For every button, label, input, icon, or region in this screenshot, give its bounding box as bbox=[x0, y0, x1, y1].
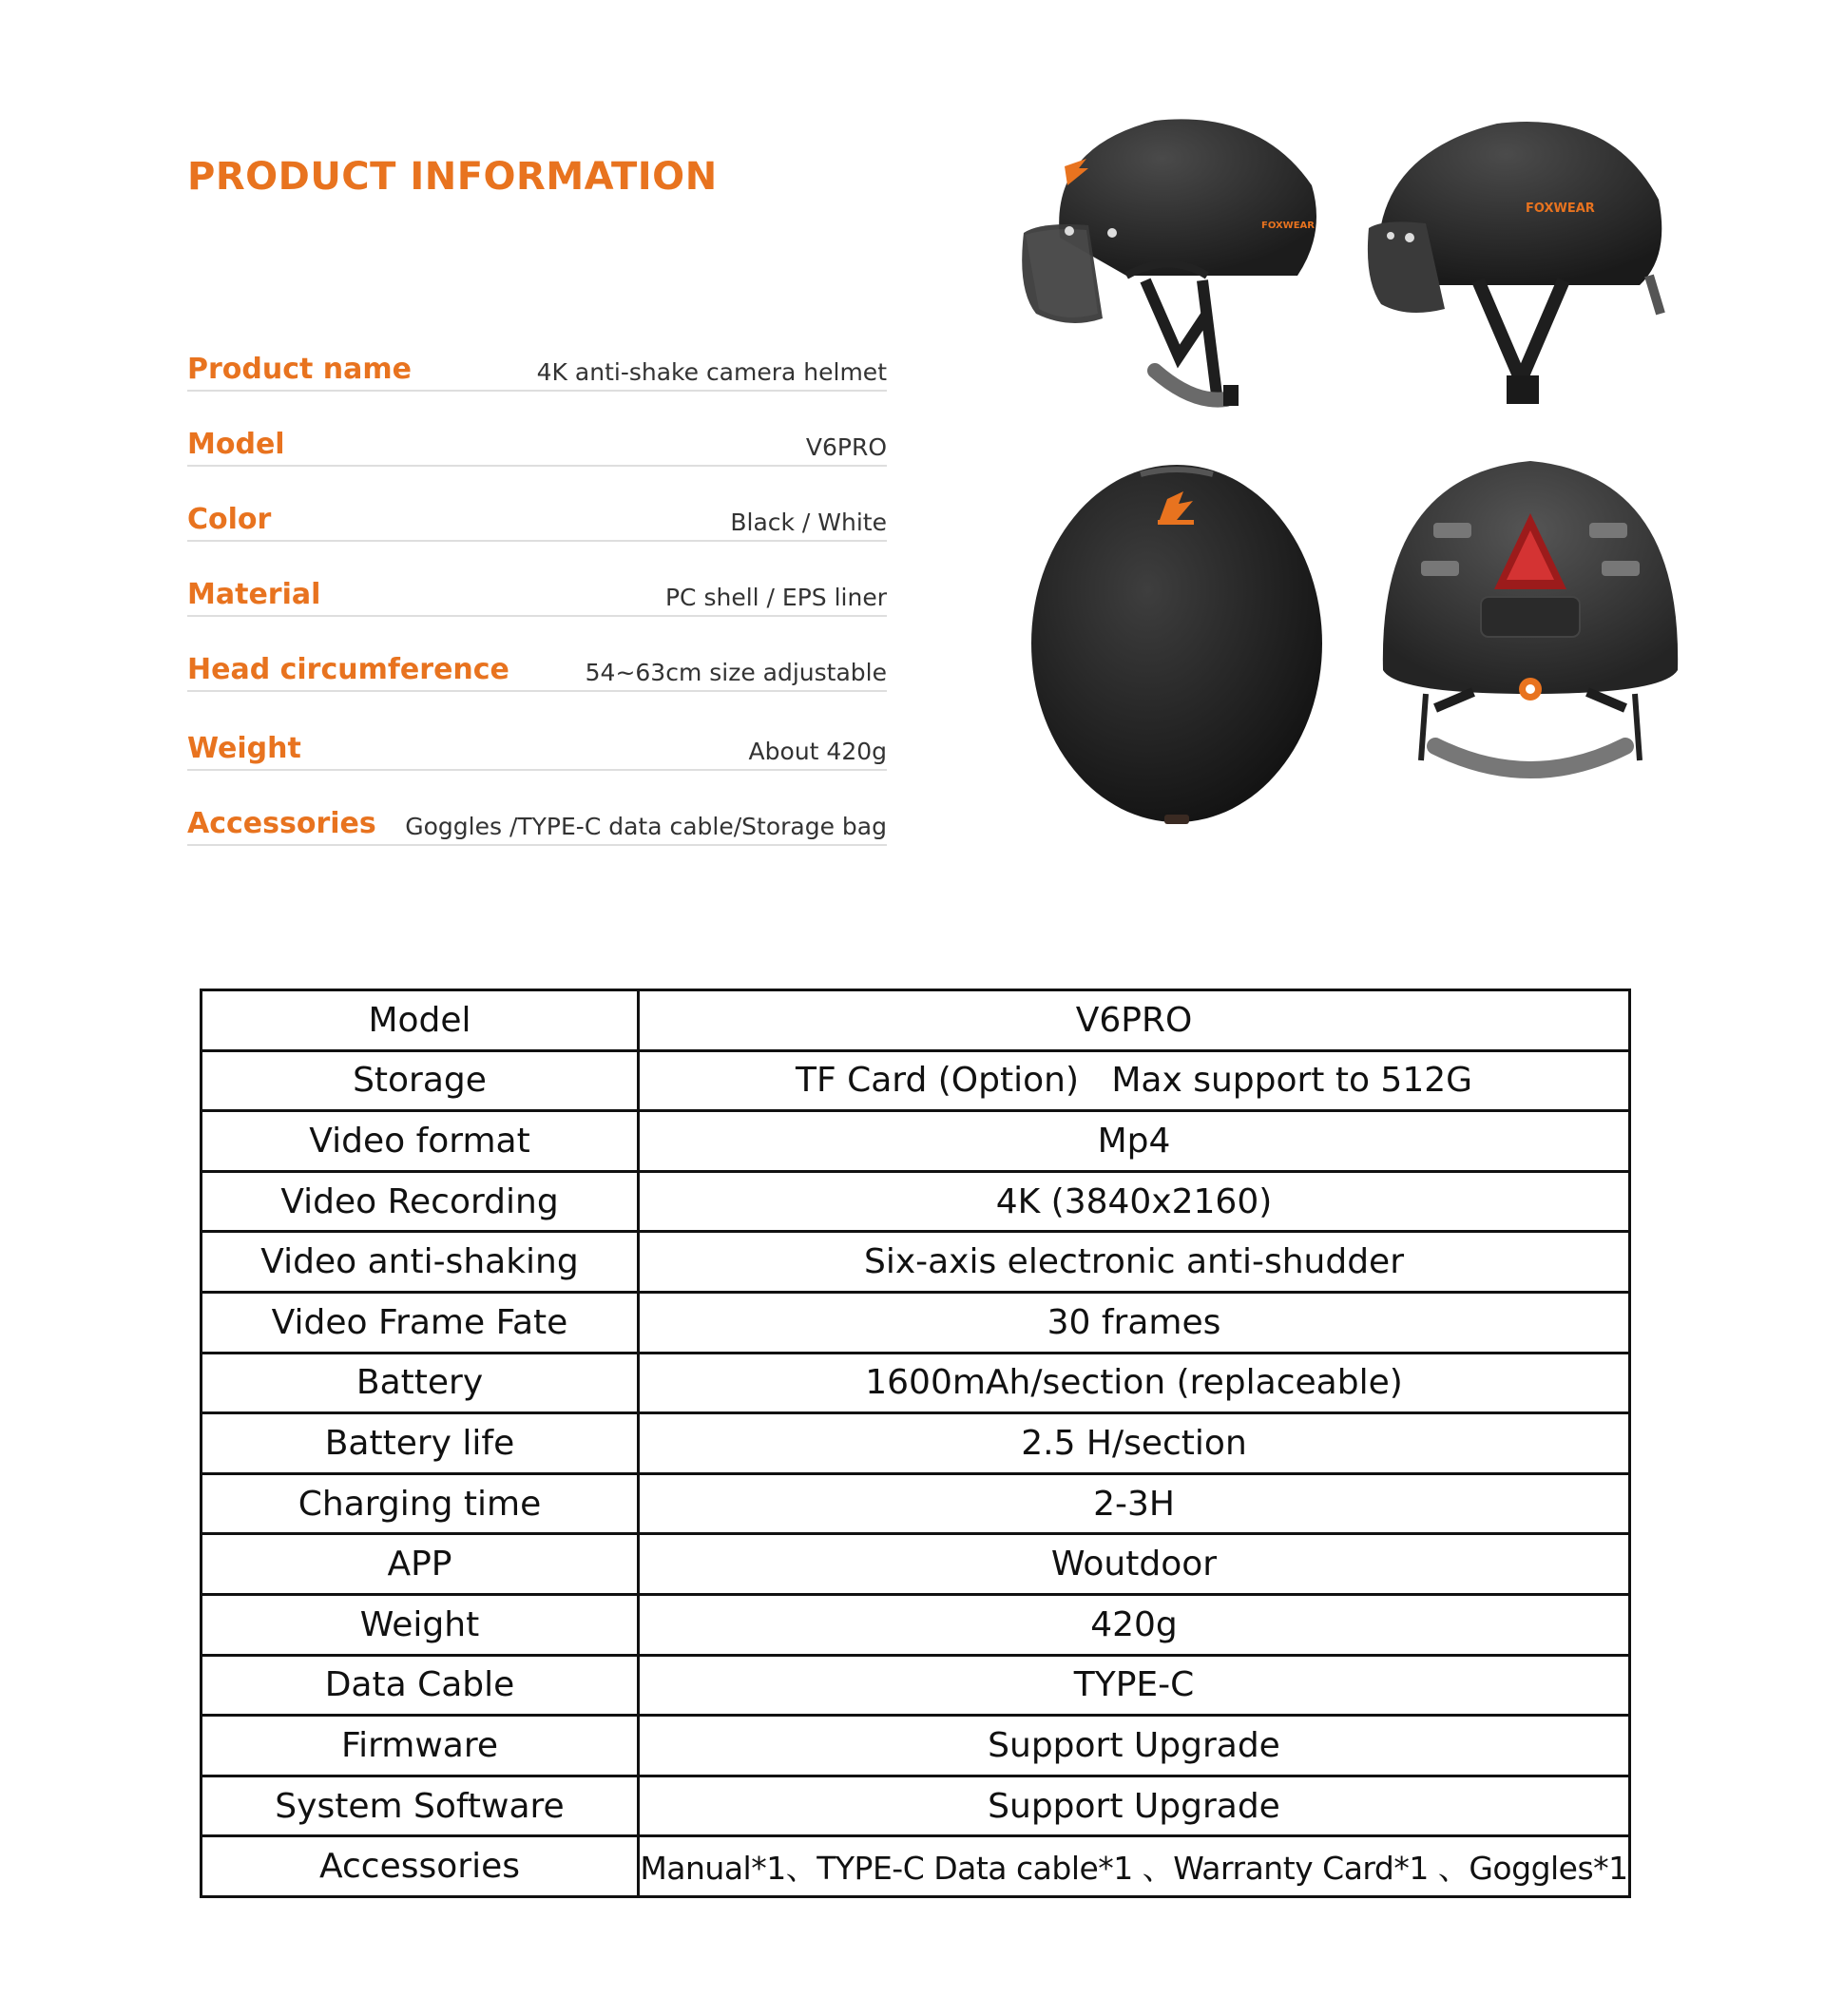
spec-value: 1600mAh/section (replaceable) bbox=[639, 1353, 1630, 1413]
spec-key: Video Frame Fate bbox=[202, 1292, 639, 1353]
info-row-model bbox=[187, 417, 887, 467]
spec-key: Storage bbox=[202, 1050, 639, 1111]
helmet-front-left-image bbox=[1012, 109, 1326, 428]
info-value: V6PRO bbox=[805, 433, 887, 461]
spec-key: Firmware bbox=[202, 1716, 639, 1776]
spec-key: APP bbox=[202, 1534, 639, 1595]
spec-key: Data Cable bbox=[202, 1655, 639, 1716]
table-row bbox=[202, 1413, 1630, 1474]
table-row bbox=[202, 1111, 1630, 1172]
spec-value: Support Upgrade bbox=[639, 1716, 1630, 1776]
table-row bbox=[202, 1655, 1630, 1716]
info-label: Accessories bbox=[187, 807, 376, 840]
info-label: Color bbox=[187, 503, 272, 536]
spec-key: Battery life bbox=[202, 1413, 639, 1474]
table-row bbox=[202, 1171, 1630, 1232]
table-row bbox=[202, 1836, 1630, 1897]
info-label: Material bbox=[187, 578, 321, 611]
table-row bbox=[202, 1594, 1630, 1655]
spec-key: Video format bbox=[202, 1111, 639, 1172]
spec-key: Weight bbox=[202, 1594, 639, 1655]
info-value: 4K anti-shake camera helmet bbox=[536, 358, 887, 386]
spec-value: 2-3H bbox=[639, 1473, 1630, 1534]
spec-value: Mp4 bbox=[639, 1111, 1630, 1172]
table-row bbox=[202, 1353, 1630, 1413]
helmet-rear-view-image bbox=[1378, 456, 1682, 827]
brand-logo-text: FOXWEAR bbox=[1526, 202, 1595, 216]
spec-value: TF Card (Option) Max support to 512G bbox=[639, 1050, 1630, 1111]
table-row bbox=[202, 1050, 1630, 1111]
info-value: PC shell / EPS liner bbox=[664, 584, 887, 611]
spec-key: System Software bbox=[202, 1776, 639, 1836]
spec-value: Support Upgrade bbox=[639, 1776, 1630, 1836]
spec-value: 2.5 H/section bbox=[639, 1413, 1630, 1474]
spec-value: 4K (3840x2160) bbox=[639, 1171, 1630, 1232]
info-row-accessories bbox=[187, 797, 887, 846]
table-row bbox=[202, 1232, 1630, 1293]
info-row-weight bbox=[187, 718, 887, 771]
spec-value: TYPE-C bbox=[639, 1655, 1630, 1716]
info-value: 54~63cm size adjustable bbox=[585, 659, 887, 686]
info-label: Head circumference bbox=[187, 653, 509, 686]
info-label: Weight bbox=[187, 732, 301, 765]
spec-key: Charging time bbox=[202, 1473, 639, 1534]
info-value: About 420g bbox=[748, 738, 887, 765]
spec-value: 30 frames bbox=[639, 1292, 1630, 1353]
spec-key: Battery bbox=[202, 1353, 639, 1413]
table-row bbox=[202, 1292, 1630, 1353]
spec-value: V6PRO bbox=[639, 990, 1630, 1051]
table-row bbox=[202, 1716, 1630, 1776]
table-row bbox=[202, 1473, 1630, 1534]
info-value: Goggles /TYPE-C data cable/Storage bag bbox=[405, 813, 887, 840]
spec-key: Video anti-shaking bbox=[202, 1232, 639, 1293]
info-row-material bbox=[187, 567, 887, 617]
specification-table bbox=[200, 989, 1631, 1898]
spec-value: Woutdoor bbox=[639, 1534, 1630, 1595]
helmet-side-image bbox=[1364, 114, 1678, 428]
section-title: PRODUCT INFORMATION bbox=[187, 155, 718, 199]
table-row bbox=[202, 1534, 1630, 1595]
spec-key: Video Recording bbox=[202, 1171, 639, 1232]
info-label: Model bbox=[187, 428, 285, 461]
table-row bbox=[202, 990, 1630, 1051]
spec-value: 420g bbox=[639, 1594, 1630, 1655]
helmet-top-view-image bbox=[1027, 461, 1326, 827]
info-row-product-name bbox=[187, 342, 887, 392]
spec-key: Model bbox=[202, 990, 639, 1051]
info-value: Black / White bbox=[730, 509, 887, 536]
info-row-color bbox=[187, 492, 887, 542]
info-row-head-circumference bbox=[187, 643, 887, 692]
brand-logo-text: FOXWEAR bbox=[1261, 221, 1315, 231]
spec-value: Six-axis electronic anti-shudder bbox=[639, 1232, 1630, 1293]
table-row bbox=[202, 1776, 1630, 1836]
info-label: Product name bbox=[187, 353, 413, 386]
spec-value: Manual*1、TYPE-C Data cable*1 、Warranty Card*1 、Goggles*1 bbox=[639, 1836, 1630, 1897]
spec-key: Accessories bbox=[202, 1836, 639, 1897]
